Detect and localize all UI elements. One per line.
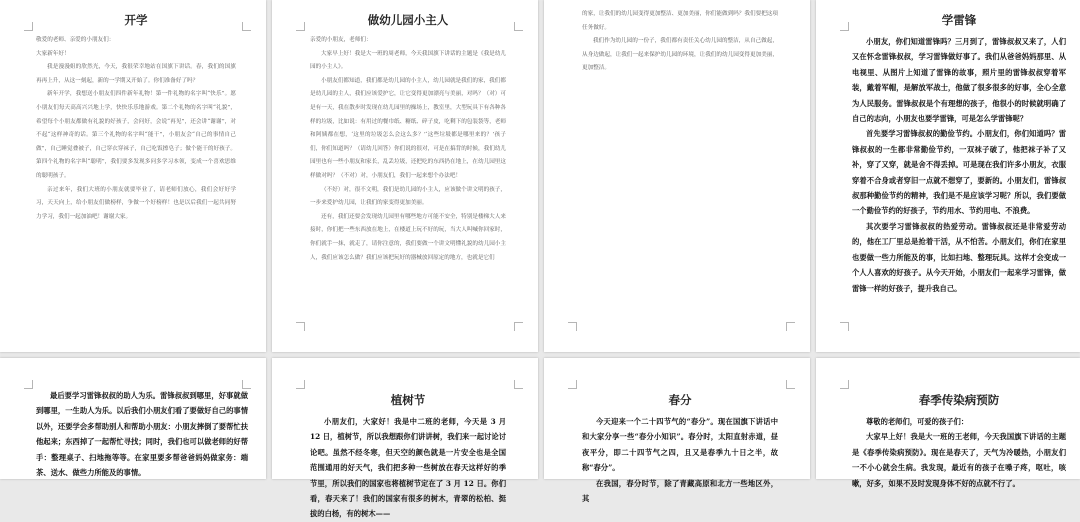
paragraph: 还有，我们还要会发现幼儿园里有哪些地方可能不安全，特别是楼梯大人来接时，你们把一些东西放在地上，在楼道上玩不好的玩，当大人叫喊你回家时，你们就手一抹，就走了，请你注意的，我们要做一个讲文明懂礼貌的幼儿园小主人，我们应该怎么做？我们应该把玩好的器械放回原定的地方，也就是它们: [310, 213, 506, 261]
margin-corner-mark: [296, 380, 305, 389]
document-page[interactable]: [272, 0, 538, 352]
margin-corner-mark: [840, 380, 849, 389]
document-page[interactable]: [0, 0, 266, 352]
document-page[interactable]: [544, 358, 810, 504]
margin-corner-mark: [786, 380, 795, 389]
margin-corner-mark: [514, 322, 523, 331]
paragraph: 小朋友们都知道，我们都是幼儿园的小主人，幼儿园就是我们的家，我们都是幼儿园的主人，我们应该爱护它，让它变得更加漂亮与美丽，对吗？（对）可是有一天，我在散步时发现在幼儿园里的操场上，教室里，大型玩具下有各种各样的垃圾，比如说：有用过的餐巾纸、糖纸、碎子皮，吃剩下的包装袋等，老师和阿姨都在想，‘这里的垃圾怎么会这么多？’‘这些垃圾都是哪里来的？’孩子们，你们知道吗？（请幼儿回答）你们说的很对，可是在搞背的时候，我们幼儿园里也有一些小朋友和家长，乱丢垃圾，还把吃的东西扔在地上，在幼儿园里这样做对吗？（不对）对，小朋友们，我们一起来想个办法吧！: [310, 77, 506, 179]
margin-corner-mark: [24, 22, 33, 31]
paragraph: 亲过来年，我们大班的小朋友就要毕业了，请老师们放心，我们会好好学习，天天向上，给小朋友们做榜样，争做一个好榜样！也是以后我们一起共同努力学习，我们一起加油吧！谢谢大家。: [36, 186, 236, 220]
page-title: 学雷锋: [941, 13, 977, 27]
page-title: 春季传染病预防: [918, 393, 1000, 407]
margin-corner-mark: [24, 380, 33, 389]
page-title: 做幼儿园小主人: [367, 13, 449, 27]
paragraph: 大家早上好！我是大一班的周老师，今天我国旗下讲话的主题是《我是幼儿园的小主人》。: [310, 50, 506, 71]
margin-corner-mark: [840, 22, 849, 31]
paragraph: 在我国，春分时节，除了青藏高原和北方一些地区外，其: [582, 478, 778, 504]
margin-corner-mark: [296, 22, 305, 31]
document-page[interactable]: [816, 0, 1080, 352]
page-title: 开学: [124, 13, 148, 27]
paragraph: 最后要学习雷锋叔叔的助人为乐。雷锋叔叔到哪里，好事就做到哪里，一生助人为乐。以后我们小朋友们看了要做好自己的事情以外，还要学会多帮助别人和帮助小朋友：小朋友摔倒了要帮忙扶他起来；东西掉了一起帮忙寻找；同时，我们也可以做老师的好帮手：整理桌子、扫地拖等等。在家里要多帮爸爸妈妈做家务：端茶、送水、做些力所能及的事情。: [36, 391, 248, 478]
document-page[interactable]: [816, 358, 1080, 488]
paragraph: 尊敬的老师们，可爱的孩子们：: [866, 417, 969, 426]
paragraph: 新年开学，我想送小朋友们四件新年礼物！第一件礼物的名字叫“快乐”。愿小朋友们每天高高兴兴地上学，快快乐乐地游戏。第二个礼物的名字叫“礼貌”，希望每个小朋友都做有礼貌的好孩子，会问好，会说“再见”，还会讲“谢谢”，对不起“这样神奇的话。第三个礼物的名字叫“能干”，小朋友会“自己的事情自己做”，自己睡觉叠被子，自己穿衣穿袜子，自己吃饭擦皂子；做个能干的好孩子。第四个礼物的名字叫“聪明”，我们要多发现多问多学习本领，变成一个喜欢思维的聪明孩子。: [36, 91, 236, 179]
page-title: 植树节: [390, 393, 426, 407]
margin-corner-mark: [840, 322, 849, 331]
paragraph: 敬爱的老师、亲爱的小朋友们：: [36, 37, 115, 43]
paragraph: 我们作为幼儿园的一份子，我们都有责任关心幼儿园的整洁，从自己做起，从身边做起，让我们一起来保护幼儿园的环境，让我们的幼儿园变得更加美丽，更加整洁。: [582, 38, 778, 72]
margin-corner-mark: [568, 380, 577, 389]
paragraph: 大家早上好！我是大一班的王老师，今天我国旗下讲话的主题是《春季传染病预防》。现在是春天了，天气为冷暖热，小朋友们一不小心就会生病。我发现，最近有的孩子在嗓子疼，呕吐，咳嗽，好多，如果不及时发现身体不好的点就不行了。: [852, 432, 1066, 488]
paragraph: 其次要学习雷锋叔叔的热爱劳动。雷锋叔叔还是非常爱劳动的，他在工厂里总是抢着干活，从不怕苦。小朋友们，你们在家里也要做一些力所能及的事，比如扫地、整理玩具。这样才会变成一个人人喜欢的好孩子。从今天开始，小朋友们一起来学习雷锋，做雷锋一样的好孩子，提升我自己。: [852, 221, 1066, 293]
paragraph: 今天迎来一个二十四节气的“春分”。现在国旗下讲话中和大家分享一些“春分小知识”。春分时，太阳直射赤道，昼夜平分，即二十四节气之四，且又是春季九十日之半，故称“春分”。: [582, 417, 778, 473]
paragraph: 小朋友们，大家好！我是中二班的老师，今天是 3 月 12 日，植树节，所以我想跟你们讲讲树，我们来一起讨论讨论吧。虽然不经冬寒，但天空的颜色就是一片安全也是全国范围通用的好天气，我们把多种一些树放在春天这样好的季节里，所以我们的国家也将植树节定在了 3 月 12 日。你们看，春天来了！我们的国家有很多的树木，青翠的松柏、挺拔的白杨，有的树木——: [310, 417, 506, 519]
margin-corner-mark: [242, 22, 251, 31]
document-page[interactable]: [544, 0, 810, 352]
page-title: 春分: [668, 393, 692, 407]
margin-corner-mark: [786, 322, 795, 331]
margin-corner-mark: [568, 322, 577, 331]
margin-corner-mark: [514, 22, 523, 31]
paragraph: （不好）对，很不文明，我们是幼儿园的小主人，应该做个讲文明的孩子，一步来爱护幼儿园，让我们的家变得更加美丽。: [310, 186, 506, 207]
margin-corner-mark: [514, 380, 523, 389]
paragraph: 亲爱的小朋友，老师们：: [310, 37, 372, 43]
paragraph: 我是漫漫姐的欣然光，今天，我很荣幸地站在国旗下讲话。春，我们的国旗再再上升，从这一刻起，新的一学期又开始了。你们准备好了吗？: [36, 64, 236, 84]
document-page[interactable]: [272, 358, 538, 519]
margin-corner-mark: [296, 322, 305, 331]
paragraph: 首先要学习雷锋叔叔的勤俭节约。小朋友们，你们知道吗？雷锋叔叔的一生都非常勤俭节约，一双袜子破了，他把袜子补了又补，穿了又穿，就是舍不得丢掉。可是现在我们许多小朋友，衣服穿着不合身或者穿旧一点就不想穿了，要新的。小朋友们，雷锋叔叔那种勤俭节约的精神，我们是不是应该学习呢？所以，我们要做一个勤俭节约的好孩子，节约用水、节约用电、不浪费。: [852, 129, 1066, 216]
paragraph: 小朋友，你们知道雷锋吗？三月到了，雷锋叔叔又来了，人们又在怀念雷锋叔叔，学习雷锋做好事了。我们从爸爸妈妈那里、从电视里、从图片上知道了雷锋的故事，照片里的雷锋叔叔穿着军装，戴着军帽，是解放军战士，他做了很多很多的好事，全心全意为人民服务。雷锋叔叔是个有理想的孩子，他很小的时候就明确了自己的志向，小朋友也要学雷锋，可是怎么学雷锋呢？: [852, 37, 1066, 124]
document-page[interactable]: [0, 358, 266, 479]
paragraph: 大家新年好！: [36, 50, 70, 57]
paragraph: 的家，让我们的幼儿园变得更加整洁、更加美丽，你们能做到吗？我们要把这项任务做好。: [582, 11, 778, 31]
